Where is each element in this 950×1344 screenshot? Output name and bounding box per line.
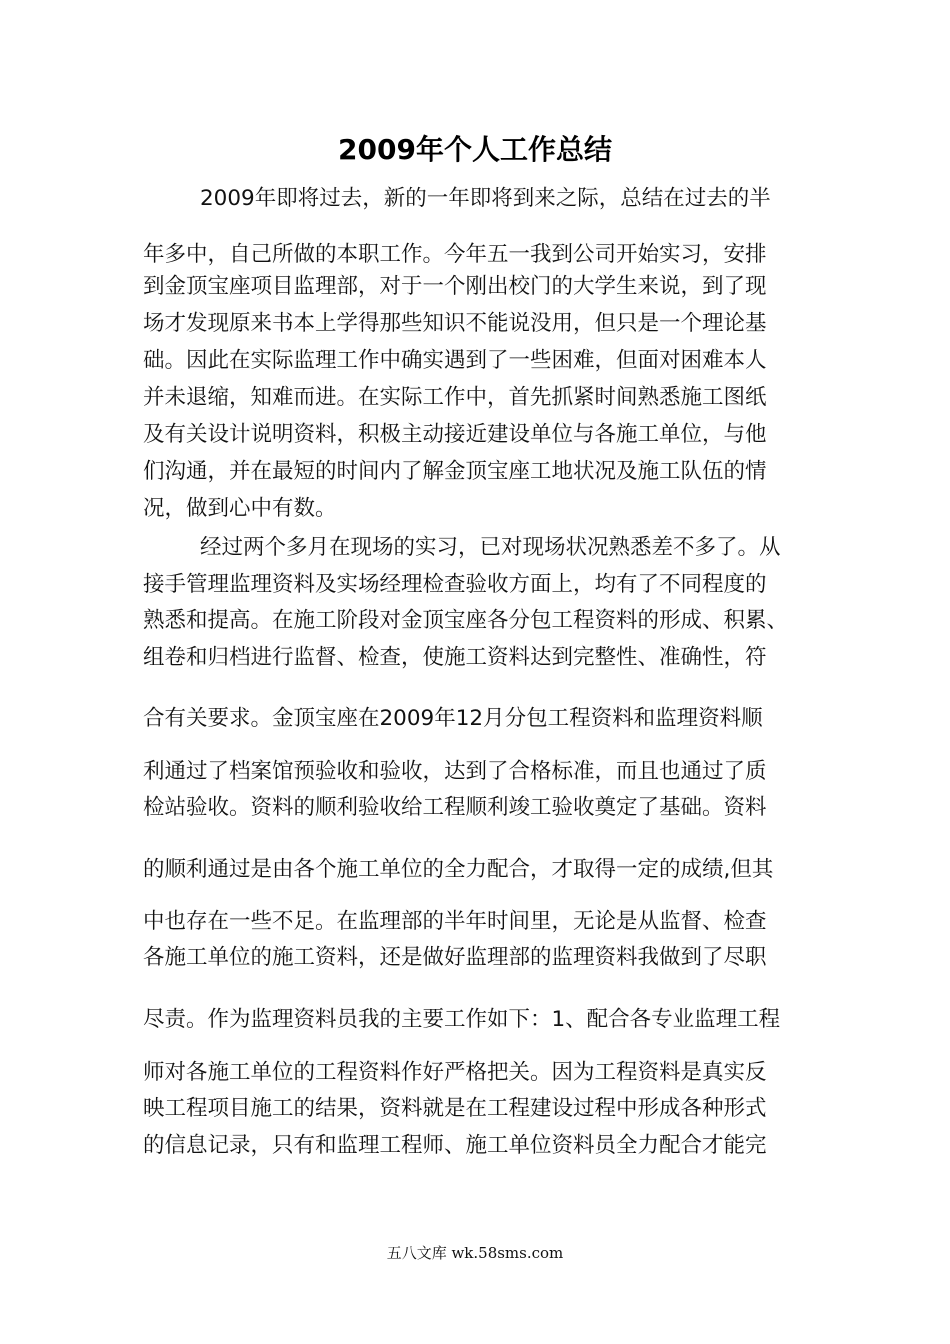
body-line: 各施工单位的施工资料，还是做好监理部的监理资料我做到了尽职 bbox=[143, 945, 767, 970]
body-line: 况，做到心中有数。 bbox=[143, 496, 337, 521]
body-line: 利通过了档案馆预验收和验收，达到了合格标准，而且也通过了质 bbox=[143, 759, 767, 784]
body-line: 到金顶宝座项目监理部，对于一个刚出校门的大学生来说，到了现 bbox=[143, 274, 767, 299]
body-line: 熟悉和提高。在施工阶段对金顶宝座各分包工程资料的形成、积累、 bbox=[143, 608, 789, 633]
body-line: 接手管理监理资料及实场经理检查验收方面上，均有了不同程度的 bbox=[143, 572, 767, 597]
body-line: 2009年即将过去，新的一年即将到来之际，总结在过去的半 bbox=[200, 186, 771, 211]
body-line: 并未退缩，知难而进。在实际工作中，首先抓紧时间熟悉施工图纸 bbox=[143, 385, 767, 410]
document-title: 2009年个人工作总结 bbox=[338, 133, 612, 166]
body-line: 场才发现原来书本上学得那些知识不能说没用，但只是一个理论基 bbox=[143, 311, 767, 336]
body-line: 合有关要求。金顶宝座在2009年12月分包工程资料和监理资料顺 bbox=[143, 706, 763, 731]
body-line: 中也存在一些不足。在监理部的半年时间里，无论是从监督、检查 bbox=[143, 909, 767, 934]
body-line: 检站验收。资料的顺利验收给工程顺利竣工验收奠定了基础。资料 bbox=[143, 795, 767, 820]
footer-watermark: 五八文库 wk.58sms.com bbox=[386, 1244, 564, 1262]
body-line: 映工程项目施工的结果，资料就是在工程建设过程中形成各种形式 bbox=[143, 1096, 767, 1121]
body-line: 年多中，自己所做的本职工作。今年五一我到公司开始实习，安排 bbox=[143, 242, 767, 267]
body-line: 尽责。作为监理资料员我的主要工作如下：1、配合各专业监理工程 bbox=[143, 1007, 781, 1032]
body-line: 的信息记录，只有和监理工程师、施工单位资料员全力配合才能完 bbox=[143, 1133, 767, 1158]
body-line: 及有关设计说明资料，积极主动接近建设单位与各施工单位，与他 bbox=[143, 422, 767, 447]
body-line: 组卷和归档进行监督、检查，使施工资料达到完整性、准确性，符 bbox=[143, 645, 767, 670]
body-line: 师对各施工单位的工程资料作好严格把关。因为工程资料是真实反 bbox=[143, 1060, 767, 1085]
body-line: 础。因此在实际监理工作中确实遇到了一些困难，但面对困难本人 bbox=[143, 348, 767, 373]
body-line: 们沟通，并在最短的时间内了解金顶宝座工地状况及施工队伍的情 bbox=[143, 459, 767, 484]
body-line: 经过两个多月在现场的实习，已对现场状况熟悉差不多了。从 bbox=[200, 535, 781, 560]
body-line: 的顺利通过是由各个施工单位的全力配合，才取得一定的成绩,但其 bbox=[143, 857, 774, 882]
